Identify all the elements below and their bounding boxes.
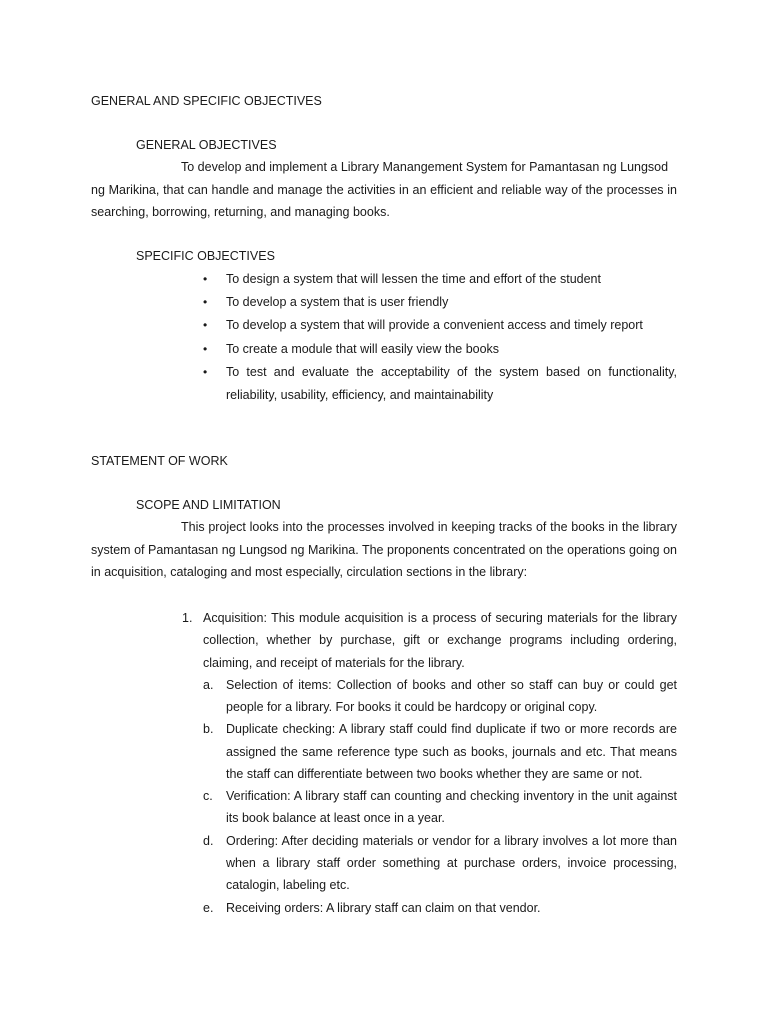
list-letter: b. bbox=[203, 722, 214, 736]
general-objectives-heading: GENERAL OBJECTIVES bbox=[136, 138, 277, 152]
bullet-icon: • bbox=[203, 342, 208, 356]
main-heading: GENERAL AND SPECIFIC OBJECTIVES bbox=[91, 94, 322, 108]
specific-objective-item: To design a system that will lessen the time and effort of the student bbox=[226, 272, 601, 286]
scope-line: system of Pamantasan ng Lungsod ng Marikina. The proponents concentrated on the operations going on bbox=[91, 543, 677, 557]
subitem-line: its book balance at least once in a year. bbox=[226, 811, 445, 825]
specific-objective-item: To develop a system that will provide a convenient access and timely report bbox=[226, 318, 643, 332]
subitem-line: Duplicate checking: A library staff could find duplicate if two or more records are bbox=[226, 722, 677, 736]
bullet-icon: • bbox=[203, 272, 208, 286]
acquisition-line: claiming, and receipt of materials for the library. bbox=[203, 656, 465, 670]
statement-of-work-heading: STATEMENT OF WORK bbox=[91, 454, 228, 468]
specific-objective-item-continuation: reliability, usability, efficiency, and maintainability bbox=[226, 388, 494, 402]
specific-objective-item: To develop a system that is user friendly bbox=[226, 295, 449, 309]
acquisition-line: Acquisition: This module acquisition is a process of securing materials for the library bbox=[203, 611, 677, 625]
list-letter: a. bbox=[203, 678, 214, 692]
subitem-line: the staff can differentiate between two books whether they are same or not. bbox=[226, 767, 643, 781]
specific-objectives-heading: SPECIFIC OBJECTIVES bbox=[136, 249, 275, 263]
list-letter: e. bbox=[203, 901, 214, 915]
general-objectives-line: To develop and implement a Library Manangement System for Pamantasan ng Lungsod bbox=[181, 160, 669, 174]
acquisition-line: collection, whether by purchase, gift or exchange programs including ordering, bbox=[203, 633, 677, 647]
general-objectives-line: searching, borrowing, returning, and managing books. bbox=[91, 205, 390, 219]
subitem-line: people for a library. For books it could be hardcopy or original copy. bbox=[226, 700, 598, 714]
list-letter: d. bbox=[203, 834, 214, 848]
subitem-line: Verification: A library staff can counting and checking inventory in the unit against bbox=[226, 789, 677, 803]
subitem-line: Receiving orders: A library staff can claim on that vendor. bbox=[226, 901, 541, 915]
subitem-line: Ordering: After deciding materials or vendor for a library involves a lot more than bbox=[226, 834, 677, 848]
bullet-icon: • bbox=[203, 365, 208, 379]
subitem-line: when a library staff order something at purchase orders, invoice processing, bbox=[226, 856, 677, 870]
scope-line: This project looks into the processes involved in keeping tracks of the books in the library bbox=[181, 520, 677, 534]
specific-objective-item: To create a module that will easily view the books bbox=[226, 342, 500, 356]
specific-objective-item: To test and evaluate the acceptability of the system based on functionality, bbox=[226, 365, 677, 379]
list-letter: c. bbox=[203, 789, 213, 803]
list-number: 1. bbox=[182, 611, 193, 625]
bullet-icon: • bbox=[203, 318, 208, 332]
scope-line: in acquisition, cataloging and most especially, circulation sections in the library: bbox=[91, 565, 528, 579]
scope-heading: SCOPE AND LIMITATION bbox=[136, 498, 281, 512]
bullet-icon: • bbox=[203, 295, 208, 309]
subitem-line: assigned the same reference type such as books, journals and etc. That means bbox=[226, 745, 677, 759]
subitem-line: Selection of items: Collection of books and other so staff can buy or could get bbox=[226, 678, 677, 692]
subitem-line: catalogin, labeling etc. bbox=[226, 878, 350, 892]
general-objectives-line: ng Marikina, that can handle and manage the activities in an efficient and reliable way of the processes in bbox=[91, 183, 677, 197]
